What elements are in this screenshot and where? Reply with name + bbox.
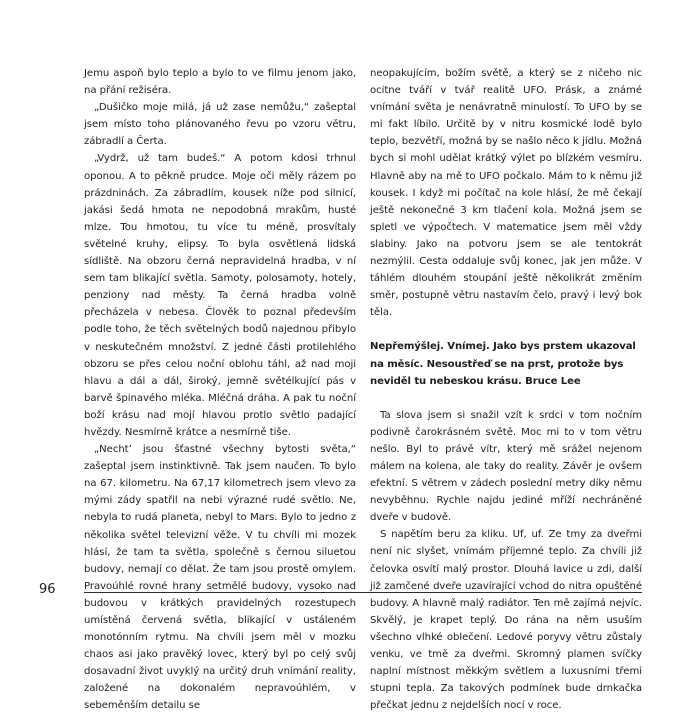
paragraph: „Necht’ jsou šťastné všechny bytosti světa,“ zašeptal jsem instinktivně. Tak jsem naučen. To bylo na 67. kilometru. Na 67,17 kilometrech jsem vlevo za mými zády spatřil na nebi výrazné rudé světlo. Ne, nebyla to rudá planeta, nebyl to Mars. Bylo to jedno z několika světel televizní věže. V tu chvíli mi mozek hlásí, že tam ta světla, společně s černou siluetou budovy, nemají co dělat. Že tam jsou prostě omylem. Pravoúhlé rovné hrany setmělé budovy, vysoko nad budovou v krátkých pravidelných rozestupech umístěná červená světla, blikající v ustáleném monotónním rytmu. Na chvíli jsem měl v mozku chaos asi jako pravěký lovec, který byl po celý svůj dosavadní život uvyklý na určitý druh vnímání reality, založené na dokonalém nepravoúhlém, v sebeměnším detailu se xyxy=(84,444,356,712)
page-number: 96 xyxy=(39,582,56,597)
quote-paragraph: Nepřemýšlej. Vnímej. Jako bys prstem ukazoval na měsíc. Nesoustřeď se na prst, protože bys neviděl tu nebeskou krásu. Bruce Lee xyxy=(370,341,636,387)
paragraph-gap xyxy=(370,390,642,407)
right-text-column xyxy=(370,65,642,714)
paragraph: „Dušičko moje milá, já už zase nemůžu,“ zašeptal jsem místo toho plánovaného řevu po vzoru větru, zábradlí a Čerta. xyxy=(84,102,356,148)
paragraph: Ta slova jsem si snažil vzít k srdci v tom nočním podivně čarokrásném světě. Moc mi to v tom větru nešlo. Byl to právě vítr, který mě srážel nejenom málem na kolena, ale taky do reality. Závěr je ovšem efektní. S větrem v zádech poslední metry díky němu nevyběhnu. Rychle najdu jediné mříží nechráněné dveře v budově. xyxy=(370,409,642,524)
paragraph: „Vydrž, už tam budeš.“ A potom kdosi trhnul oponou. A to pěkně prudce. Moje oči měly rázem po prázdninách. Za zábradlím, kousek níže pod silnicí, jakási šedá hmota ne nepodobná mrakům, husté mlze. Tou hmotou, tu více tu méně, prosvítaly světelné kruhy, elipsy. To byla osvětlená lidská sídliště. Na obzoru černá nepravidelná hradba, v ní sem tam blikající světla. Samoty, polosamoty, hotely, penziony nad městy. Ta černá hradba volně přecházela v nebesa. Člověk to poznal především podle toho, že těch světelných bodů najednou přibylo v neskutečném množství. Z jedné části protilehlého obzoru se přes celou noční oblohu táhl, až nad moji hlavu a dál a dál, široký, jemně světélkující pás v barvě špinavého mléka. Mléčná dráha. A pak tu noční boží krásu nad mojí hlavou protlo světlo padající hvězdy. Nesmírně krátce a nesmírně tiše. xyxy=(84,153,356,438)
paragraph: Jemu aspoň bylo teplo a bylo to ve filmu jenom jako, na přání režiséra. xyxy=(84,68,356,97)
paragraph-gap xyxy=(370,321,642,338)
paragraph: neopakujícím, božím světě, a který se z ničeho nic ocitne tváří v tvář realitě UFO. Prásk, a známé vnímání světa je nenávratně minulostí. To UFO by se mi fakt líbilo. Určitě by v nitru kosmické lodě bylo teplo, bezvětří, možná by se našlo něco k jídlu. Možná bych si mohl udělat krátký výlet po blízkém vesmíru. Hlavně aby na mě to UFO počkalo. Mám to k němu již kousek. I když mi počítač na kole hlásí, že mě čekají ještě nekonečné 3 km tlačení kola. Možná jsem se spletl ve výpočtech. V matematice jsem měl vždy slabiny. Jako na potvoru jsem se ale tentokrát nezmýlil. Cesta oddaluje svůj konec, jak jen může. V táhlém dlouhém stoupání ještě několikrát změním směr, postupně větru nastavím čelo, pravý i levý bok těla. xyxy=(370,68,642,319)
left-text-column xyxy=(84,65,356,715)
paragraph: S napětím beru za kliku. Uf, uf. Ze tmy za dveřmi není nic slyšet, vnímám příjemné teplo. Za chvíli již čelovka osvítí malý prostor. Dlouhá lavice u zdi, další již zamčené dveře uzavírající vchod do nitra opuštěné budovy. A hlavně malý radiátor. Ten mě zajímá nejvíc. Skvělý, je krapet teplý. Do rána na něm usuším všechno vlhké oblečení. Ledové poryvy větru zůstaly venku, ve tmě za dveřmi. Skromný plamen svíčky naplní místnost měkkým světlem a luxusními třemi stupni tepla. Za takových podmínek bude drnkačka přečkat jednu z nejdelších nocí v roce. xyxy=(370,529,642,712)
footer-rule xyxy=(84,592,642,593)
